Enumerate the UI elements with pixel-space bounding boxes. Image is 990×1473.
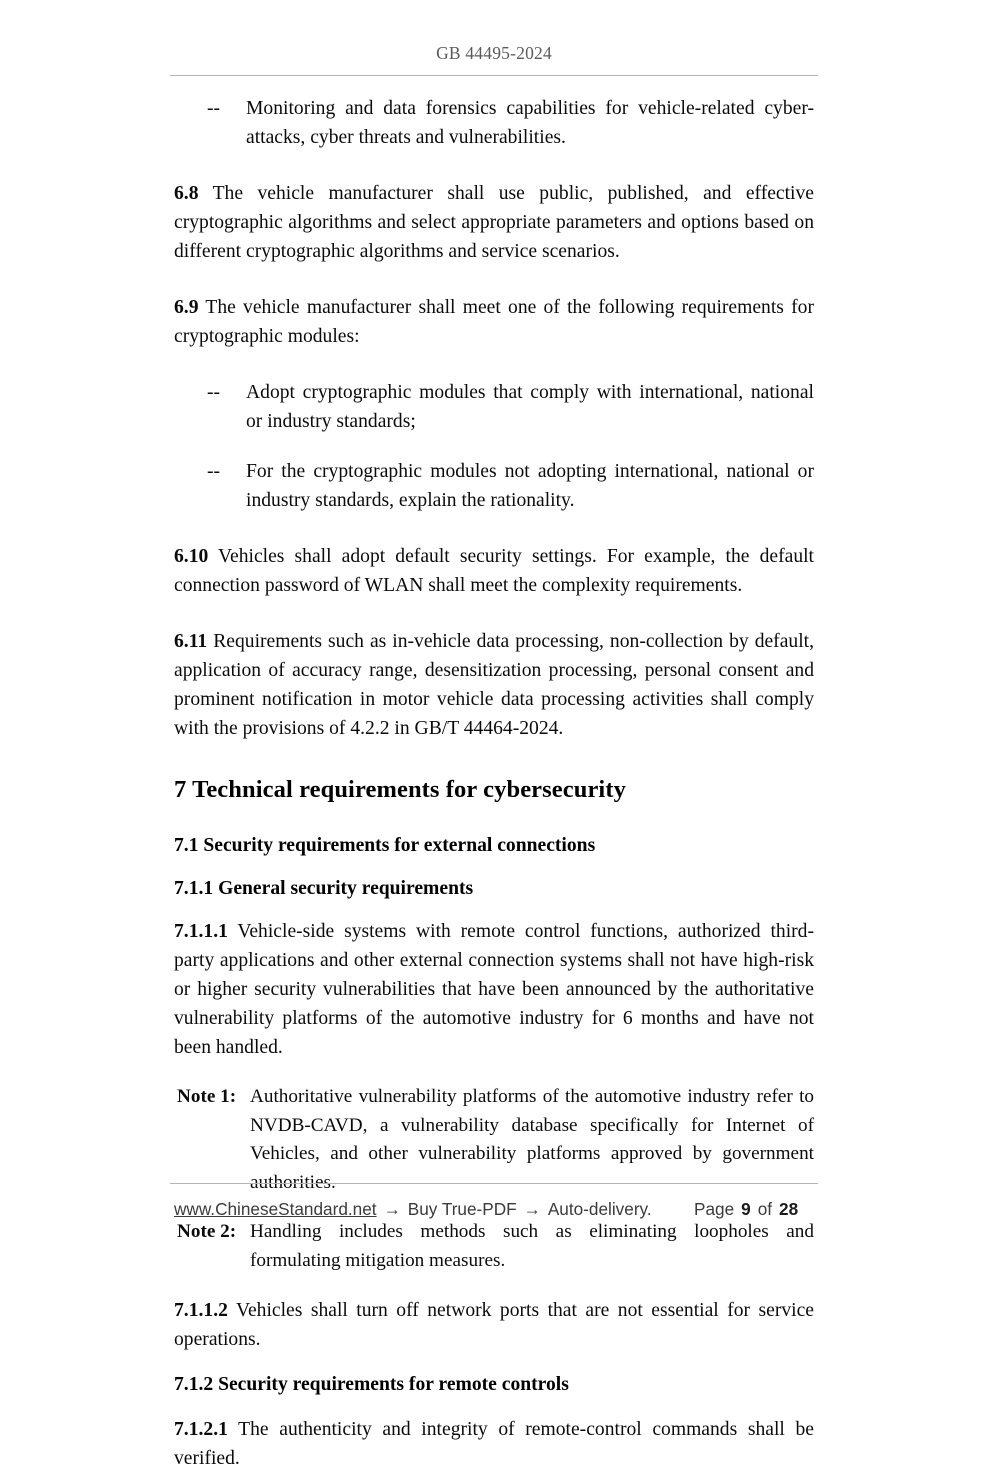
page-footer — [174, 1194, 818, 1224]
page-label: Page — [694, 1198, 735, 1219]
note-label: Note 1: — [177, 1086, 237, 1107]
footer-promo — [174, 1199, 652, 1220]
buy-label: Buy True-PDF — [407, 1198, 517, 1219]
note-text: Authoritative vulnerability platforms of the automotive industry refer to NVDB-CAVD, a vulnerability database specifically for Internet of Vehicles, and other vulnerability platforms approved by government authorities. — [250, 1086, 814, 1193]
list-item — [174, 378, 814, 436]
list-item-text: Monitoring and data forensics capabilities for vehicle-related cyber-attacks, cyber threats and vulnerabilities. — [246, 98, 814, 148]
clause-text: Requirements such as in-vehicle data processing, non-collection by default, application of accuracy range, desensitization processing, personal consent and prominent notification in motor vehicle data processing activities shall comply with the provisions of 4.2.2 in GB/T 44464-2024. — [174, 631, 814, 739]
running-head: GB 44495-2024 — [436, 43, 552, 63]
note-text: Handling includes methods such as eliminating loopholes and formulating mitigation measures. — [250, 1221, 814, 1271]
clause-text: The vehicle manufacturer shall meet one of the following requirements for cryptographic modules: — [174, 297, 814, 347]
note-1 — [174, 1083, 814, 1197]
heading-section-7-1-2: 7.1.2 Security requirements for remote controls — [174, 1374, 569, 1395]
page-indicator — [694, 1194, 798, 1224]
page-total: 28 — [779, 1198, 799, 1219]
clause-text: Vehicles shall adopt default security settings. For example, the default connection password of WLAN shall meet the complexity requirements. — [174, 546, 814, 596]
clause-number: 7.1.2.1 — [174, 1419, 228, 1440]
arrow-right-icon: → — [523, 1198, 541, 1219]
clause-number: 7.1.1.1 — [174, 921, 228, 942]
clause-7-1-1-2 — [174, 1296, 814, 1354]
footer-divider — [170, 1183, 818, 1184]
dash-marker: -- — [207, 98, 221, 119]
clause-text: The vehicle manufacturer shall use public, published, and effective cryptographic algorithms and select appropriate parameters and options based on different cryptographic algorithms and service scenarios. — [174, 183, 814, 262]
clause-text: Vehicles shall turn off network ports that are not essential for service operations. — [174, 1300, 814, 1350]
arrow-right-icon: → — [383, 1198, 401, 1219]
list-item-text: Adopt cryptographic modules that comply with international, national or industry standards; — [246, 382, 814, 432]
clause-6-10 — [174, 542, 814, 600]
clause-number: 6.11 — [174, 631, 208, 652]
clause-6-9 — [174, 293, 814, 351]
heading-section-7: 7 Technical requirements for cybersecurity — [174, 776, 626, 803]
heading-section-7-1-1: 7.1.1 General security requirements — [174, 878, 474, 899]
note-2 — [174, 1218, 814, 1275]
dash-marker: -- — [207, 461, 221, 482]
page-number: 9 — [741, 1198, 751, 1219]
clause-number: 7.1.1.2 — [174, 1300, 228, 1321]
clause-6-11 — [174, 627, 814, 743]
website-link[interactable]: www.ChineseStandard.net — [174, 1198, 377, 1219]
delivery-label: Auto-delivery. — [547, 1198, 652, 1219]
clause-7-1-1-1 — [174, 917, 814, 1062]
header-divider — [170, 75, 818, 76]
page-content — [174, 94, 814, 1473]
clause-number: 6.9 — [174, 297, 199, 318]
clause-text: Vehicle-side systems with remote control functions, authorized third-party applications and other external connection systems shall not have high-risk or higher security vulnerabilities that have been announced by the authoritative vulnerability platforms of the automotive industry for 6 months and have not been handled. — [174, 921, 814, 1058]
heading-section-7-1: 7.1 Security requirements for external connections — [174, 835, 596, 856]
list-item — [174, 94, 814, 152]
clause-text: The authenticity and integrity of remote-control commands shall be verified. — [174, 1419, 814, 1469]
dash-marker: -- — [207, 382, 221, 403]
clause-6-8 — [174, 179, 814, 266]
list-item — [174, 457, 814, 515]
list-item-text: For the cryptographic modules not adopting international, national or industry standards, explain the rationality. — [246, 461, 814, 511]
of-label: of — [757, 1198, 773, 1219]
clause-number: 6.10 — [174, 546, 209, 567]
clause-7-1-2-1 — [174, 1415, 814, 1473]
note-label: Note 2: — [177, 1221, 237, 1242]
clause-number: 6.8 — [174, 183, 199, 204]
